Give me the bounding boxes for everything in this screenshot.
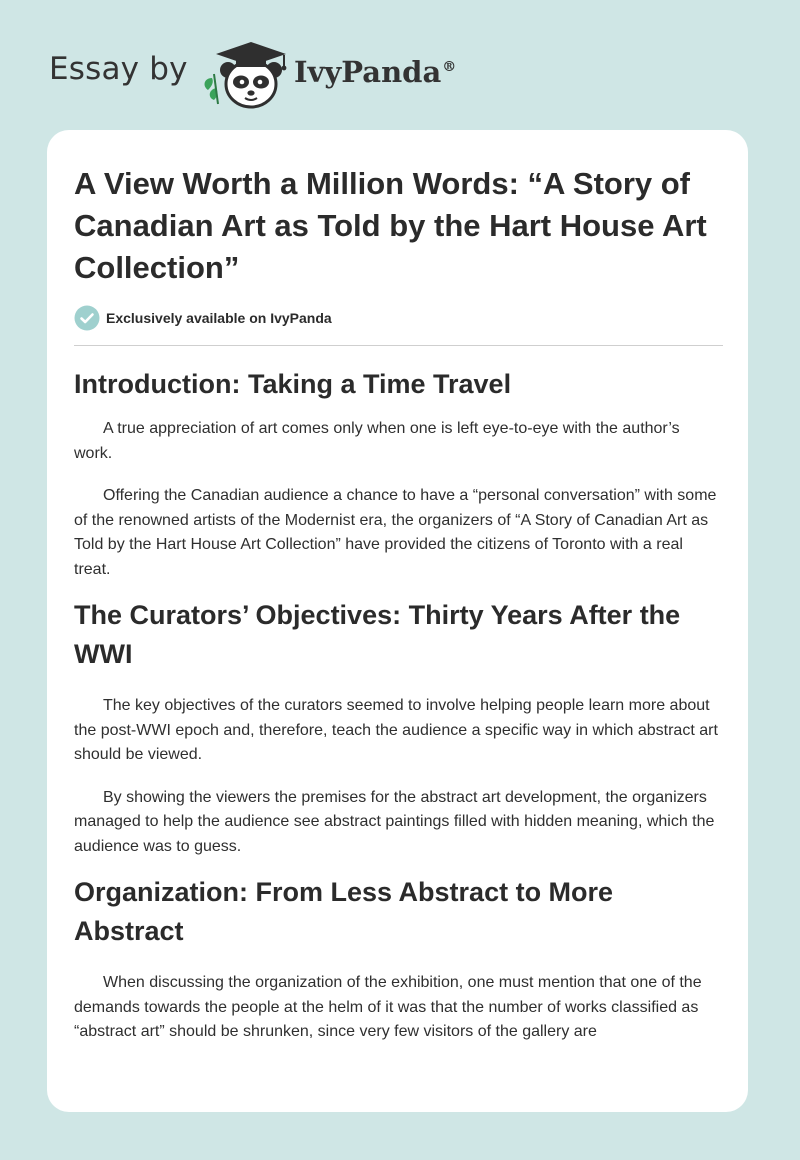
- brand-name-text: IvyPanda: [294, 55, 442, 89]
- brand-name[interactable]: [294, 55, 456, 89]
- essay-card: [47, 130, 748, 1112]
- section-heading: The Curators’ Objectives: Thirty Years After the WWI: [74, 600, 681, 669]
- panda-graduate-icon[interactable]: [200, 34, 292, 110]
- paragraph: When discussing the organization of the exhibition, one must mention that one of the demands towards the people at the helm of it was that the number of works classified as “abstract art” should be shrunken, since very few visitors of the gallery are: [74, 974, 702, 1040]
- paragraph: Offering the Canadian audience a chance to have a “personal conversation” with some of the renowned artists of the Modernist era, the organizers of “A Story of Canadian Art as Told by the Hart House Art Collection” have provided the citizens of Toronto with a real treat.: [74, 487, 717, 578]
- exclusive-badge: [74, 305, 332, 331]
- paragraph: By showing the viewers the premises for the abstract art development, the organizers managed to help the audience see abstract paintings filled with hidden meaning, which the audience was to guess.: [74, 788, 715, 855]
- paragraph: The key objectives of the curators seemed to involve helping people learn more about the post-WWI epoch and, therefore, teach the audience a specific way in which abstract art should be viewed.: [74, 697, 718, 763]
- check-circle-icon: [74, 305, 100, 331]
- registered-mark: ®: [442, 59, 457, 76]
- title-divider: [74, 345, 723, 346]
- essay-body: [74, 365, 720, 1045]
- section-heading: Organization: From Less Abstract to More Abstract: [74, 877, 614, 946]
- site-header: [0, 0, 800, 130]
- essay-title: A View Worth a Million Words: “A Story of Canadian Art as Told by the Hart House Art Collection”: [74, 166, 707, 285]
- brand-prefix: Essay by: [49, 51, 188, 87]
- badge-label: Exclusively available on IvyPanda: [106, 310, 332, 326]
- paragraph: A true appreciation of art comes only when one is left eye-to-eye with the author’s work.: [74, 420, 680, 462]
- section-heading: Introduction: Taking a Time Travel: [74, 369, 512, 399]
